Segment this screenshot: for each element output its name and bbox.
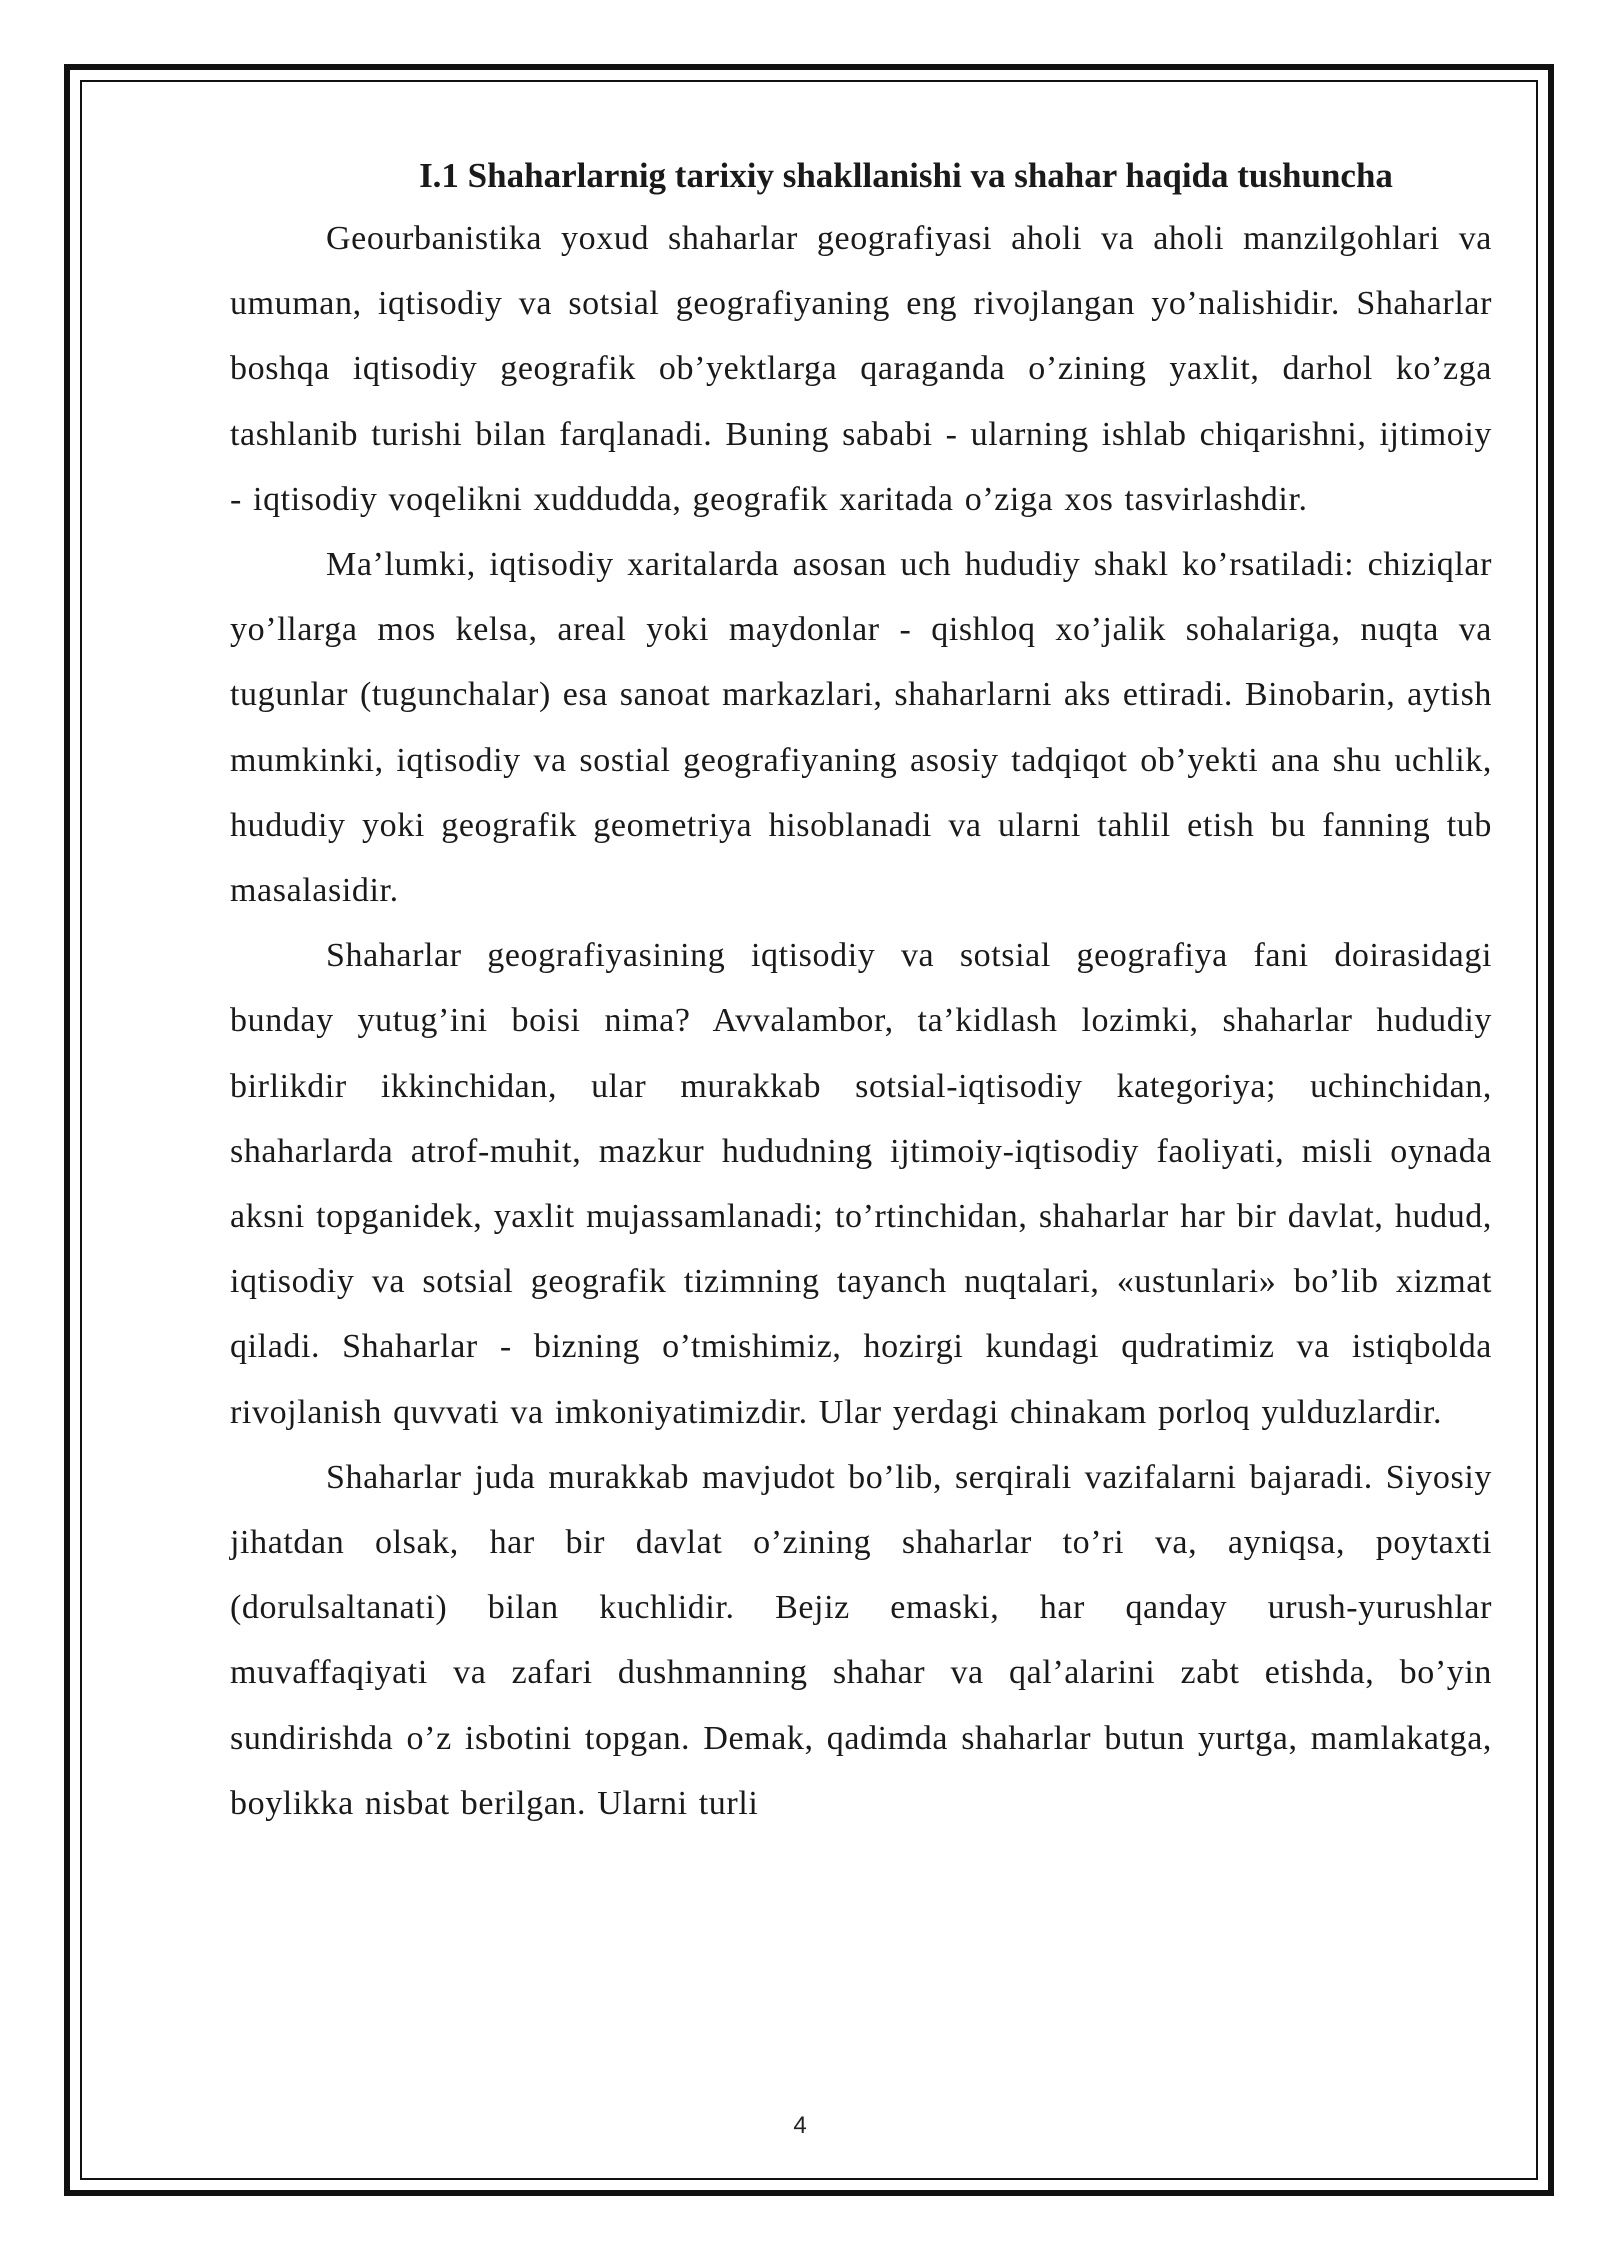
paragraph-1: Geourbanistika yoxud shaharlar geografiyasi aholi va aholi manzilgohlari va umuman, iqtisodiy va sotsial geografiyaning eng rivojlangan yo’nalishidir. Shaharlar boshqa iqtisodiy geografik ob’yektlarga qaraganda o’zining yaxlit, darhol ko’zga tashlanib turishi bilan farqlanadi. Buning sababi - ularning ishlab chiqarishni, ijtimoiy - iqtisodiy voqelikni xuddudda, geografik xaritada o’ziga xos tasvirlashdir. — [230, 220, 1492, 518]
paragraph-3: Shaharlar geografiyasining iqtisodiy va sotsial geografiya fani doirasidagi bunday yutug’ini boisi nima? Avvalambor, ta’kidlash lozimki, shaharlar hududiy birlikdir ikkinchidan, ular murakkab sotsial-iqtisodiy kategoriya; uchinchidan, shaharlarda atrof-muhit, mazkur hududning ijtimoiy-iqtisodiy faoliyati, misli oynada aksni topganidek, yaxlit mujassamlanadi; to’rtinchidan, shaharlar har bir davlat, hudud, iqtisodiy va sotsial geografik tizimning tayanch nuqtalari, «ustunlari» bo’lib xizmat qiladi. Shaharlar - bizning o’tmishimiz, hozirgi kundagi qudratimiz va istiqbolda rivojlanish quvvati va imkoniyatimizdir. Ular yerdagi chinakam porloq yulduzlardir. — [230, 937, 1492, 1431]
paragraph-4: Shaharlar juda murakkab mavjudot bo’lib, serqirali vazifalarni bajaradi. Siyosiy jihatdan olsak, har bir davlat o’zining shaharlar to’ri va, ayniqsa, poytaxti (dorulsaltanati) bilan kuchlidir. Bejiz emaski, har qanday urush-yurushlar muvaffaqiyati va zafari dushmanning shahar va qal’alarini zabt etishda, bo’yin sundirishda o’z isbotini topgan. Demak, qadimda shaharlar butun yurtga, mamlakatga, boylikka nisbat berilgan. Ularni turli — [230, 1458, 1492, 1822]
paragraph-2: Ma’lumki, iqtisodiy xaritalarda asosan uch hududiy shakl ko’rsatiladi: chiziqlar yo’llarga mos kelsa, areal yoki maydonlar - qishloq xo’jalik sohalariga, nuqta va tugunlar (tugunchalar) esa sanoat markazlari, shaharlarni aks ettiradi. Binobarin, aytish mumkinki, iqtisodiy va sostial geografiyaning asosiy tadqiqot ob’yekti ana shu uchlik, hududiy yoki geografik geometriya hisoblanadi va ularni tahlil etish bu fanning tub masalasidir. — [230, 546, 1492, 910]
section-heading: I.1 Shaharlarnig tarixiy shakllanishi va shahar haqida tushuncha — [419, 156, 1393, 195]
document-body — [230, 146, 1492, 1836]
page-number: 4 — [793, 2112, 807, 2139]
